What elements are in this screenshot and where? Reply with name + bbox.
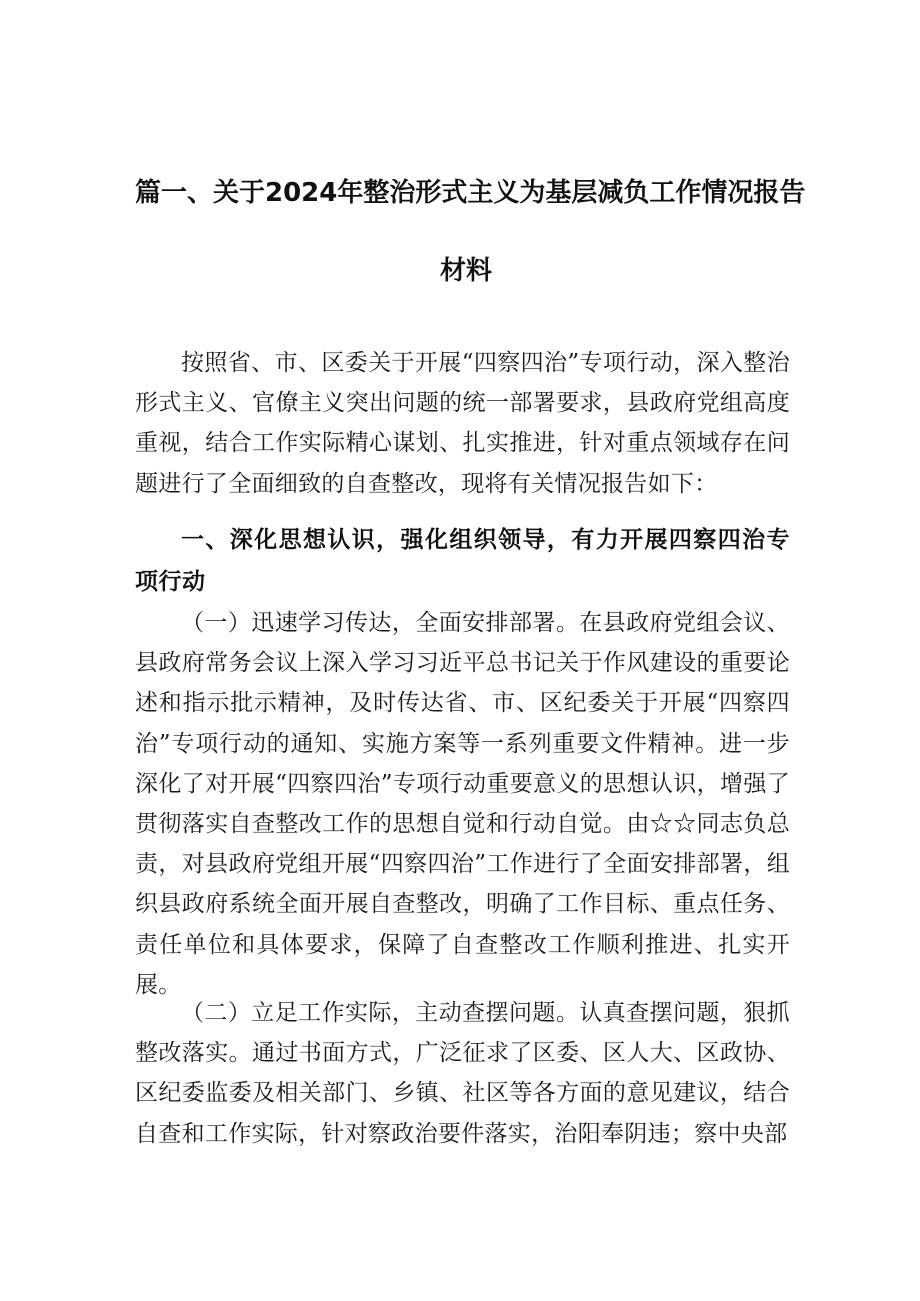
document-title: 篇一、关于2024年整治形式主义为基层减负工作情况报告 <box>135 178 806 208</box>
section-heading: 一、深化思想认识，强化组织领导，有力开展四察四治专项行动 <box>135 527 790 595</box>
intro-paragraph: 按照省、市、区委关于开展“四察四治”专项行动，深入整治形式主义、官僚主义突出问题的统一部署要求，县政府党组高度重视，结合工作实际精心谋划、扎实推进，针对重点领域存在问题进行了全面细致的自查整改，现将有关情况报告如下： <box>135 350 790 497</box>
document-title-continuation: 材料 <box>440 256 493 286</box>
body-paragraph: （二）立足工作实际，主动查摆问题。认真查摆问题，狠抓整改落实。通过书面方式，广泛征求了区委、区人大、区政协、区纪委监委及相关部门、乡镇、社区等各方面的意见建议，结合自查和工作实际，针对察政治要件落实，治阳奉阴违；察中央部 <box>135 1000 790 1147</box>
body-paragraph: （一）迅速学习传达，全面安排部署。在县政府党组会议、县政府常务会议上深入学习习近平总书记关于作风建设的重要论述和指示批示精神，及时传达省、市、区纪委关于开展“四察四治”专项行动的通知、实施方案等一系列重要文件精神。进一步深化了对开展“四察四治”专项行动重要意义的思想认识，增强了贯彻落实自查整改工作的思想自觉和行动自觉。由☆☆同志负总责，对县政府党组开展“四察四治”工作进行了全面安排部署，组织县政府系统全面开展自查整改，明确了工作目标、重点任务、责任单位和具体要求，保障了自查整改工作顺利推进、扎实开展。 <box>135 610 790 998</box>
